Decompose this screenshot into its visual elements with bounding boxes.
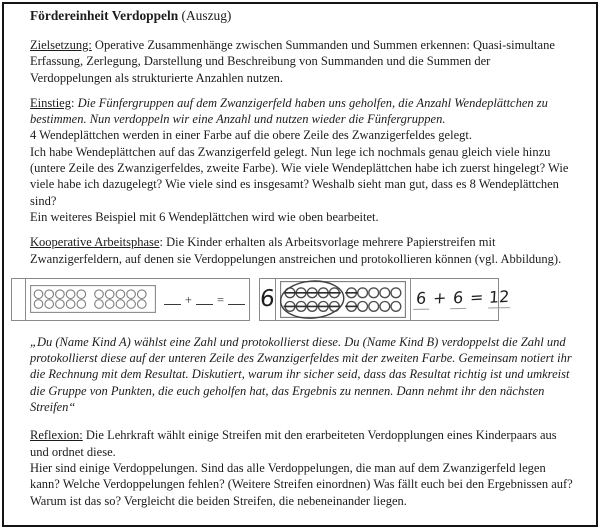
dialog-quote: „Du (Name Kind A) wählst eine Zahl und protokollierst diese. Du (Name Kind B) verdoppelst die Zahl und protokollierst diese auf der unteren Zeile des Zwanzigerfeldes mit der zweiten Farbe. Gemeinsam notiert ihr die Rechnung mit dem Resultat. Diskutiert, warum ihr sicher seid, dass das Resultat richtig ist und umkreist die Gruppe von Punkten, die euch geholfen hat, das Ergebnis zu nennen. Dann nehmt ihr den nächsten Streifen“	[30, 334, 572, 415]
twenty-field-svg	[30, 285, 156, 313]
number-cell	[12, 279, 26, 320]
worksheet-figure	[11, 276, 571, 326]
handwritten-number: 6	[259, 285, 276, 313]
handwritten-operator: =	[469, 287, 484, 308]
title-bold-text: Fördereinheit Verdoppeln	[30, 8, 179, 23]
page-content	[30, 7, 573, 518]
document-title	[30, 7, 573, 24]
printed-operator: +	[184, 293, 192, 308]
einstieg-label: Einstieg	[30, 95, 71, 110]
einstieg-intro-italic: Die Fünfergruppen auf dem Zwanzigerfeld haben uns geholfen, die Anzahl Wendeplättchen zu bestimmen. Nun verdoppeln wir eine Anzahl und nutzen wieder die Fünfergruppen.	[30, 95, 548, 127]
answer-blank	[164, 293, 181, 305]
handwritten-digit: 6	[452, 287, 464, 308]
twenty-field-cell	[276, 279, 410, 320]
handwritten-operator: +	[432, 288, 447, 308]
reflexion-text: Die Lehrkraft wählt einige Streifen mit den erarbeiteten Verdopplungen eines Kinderpaars aus und ordnet diese.	[30, 428, 557, 459]
kooperativ-text: : Die Kinder erhalten als Arbeitsvorlage mehrere Papierstreifen mit Zwanzigerfeldern, auf denen sie Verdoppelungen anstreichen und protokollieren können (vgl. Abbildung).	[30, 235, 562, 266]
answer-blank	[450, 287, 466, 310]
answer-blank	[412, 290, 428, 310]
number-cell	[260, 279, 276, 320]
handwritten-digit: 12	[487, 286, 510, 307]
einstieg-colon: :	[70, 95, 78, 110]
worksheet-strip-blank	[11, 278, 250, 321]
title-suffix-text: (Auszug)	[178, 8, 232, 23]
answer-blank	[196, 293, 213, 305]
worksheet-strip-filled	[259, 278, 510, 321]
handwritten-digit: 6	[415, 288, 427, 308]
kooperativ-label: Kooperative Arbeitsphase	[30, 235, 160, 250]
printed-operator: =	[216, 293, 224, 308]
reflexion-italic: Hier sind einige Verdoppelungen. Sind das alle Verdoppelungen, die man auf dem Zwanzigerfeld legen kann? Welche Verdoppelungen fehlen? (Weitere Streifen einordnen) Was fällt euch bei den Ergebnissen auf? Warum ist das so? Vergleicht die beiden Streifen, die nebeneinander liegen.	[30, 460, 573, 508]
einstieg-teacher-questions: Ich habe Wendeplättchen auf das Zwanzigerfeld gelegt. Nun lege ich nochmals genau gleich viele hinzu (untere Zeile des Zwanzigerfeldes, zweite Farbe). Wie viele Wendeplättchen habe ich zuerst hingelegt? Wie viele habe ich dazugelegt? Wie viele sind es insgesamt? Weshalb sieht man gut, dass es 8 Wendeplättchen sind?	[30, 144, 569, 208]
zielsetzung-text: Operative Zusammenhänge zwischen Summanden und Summen erkennen: Quasi-simultane Erfassung, Zerlegung, Darstellung und Beschreibung von Summanden und die Summen der Verdoppelungen als strukturierte Anzahlen nutzen.	[30, 38, 555, 85]
twenty-field-svg	[280, 281, 406, 318]
zielsetzung-label: Zielsetzung:	[30, 38, 92, 52]
equation-cell	[410, 279, 512, 320]
section-zielsetzung	[30, 37, 573, 86]
equation-cell	[160, 279, 249, 320]
einstieg-plain-line: 4 Wendeplättchen werden in einer Farbe auf die obere Zeile des Zwanzigerfeldes gelegt.	[30, 128, 472, 143]
section-kooperative-arbeitsphase	[30, 234, 573, 267]
hand-drawn-oval	[279, 279, 345, 320]
answer-blank	[487, 286, 510, 309]
twenty-field-cell	[26, 279, 160, 320]
handwritten-equation	[410, 286, 511, 310]
reflexion-label: Reflexion:	[30, 428, 83, 443]
section-einstieg	[30, 95, 573, 225]
section-reflexion	[30, 427, 573, 508]
answer-blank	[228, 293, 245, 305]
einstieg-further-example: Ein weiteres Beispiel mit 6 Wendeplättchen wird wie oben bearbeitet.	[30, 209, 379, 224]
